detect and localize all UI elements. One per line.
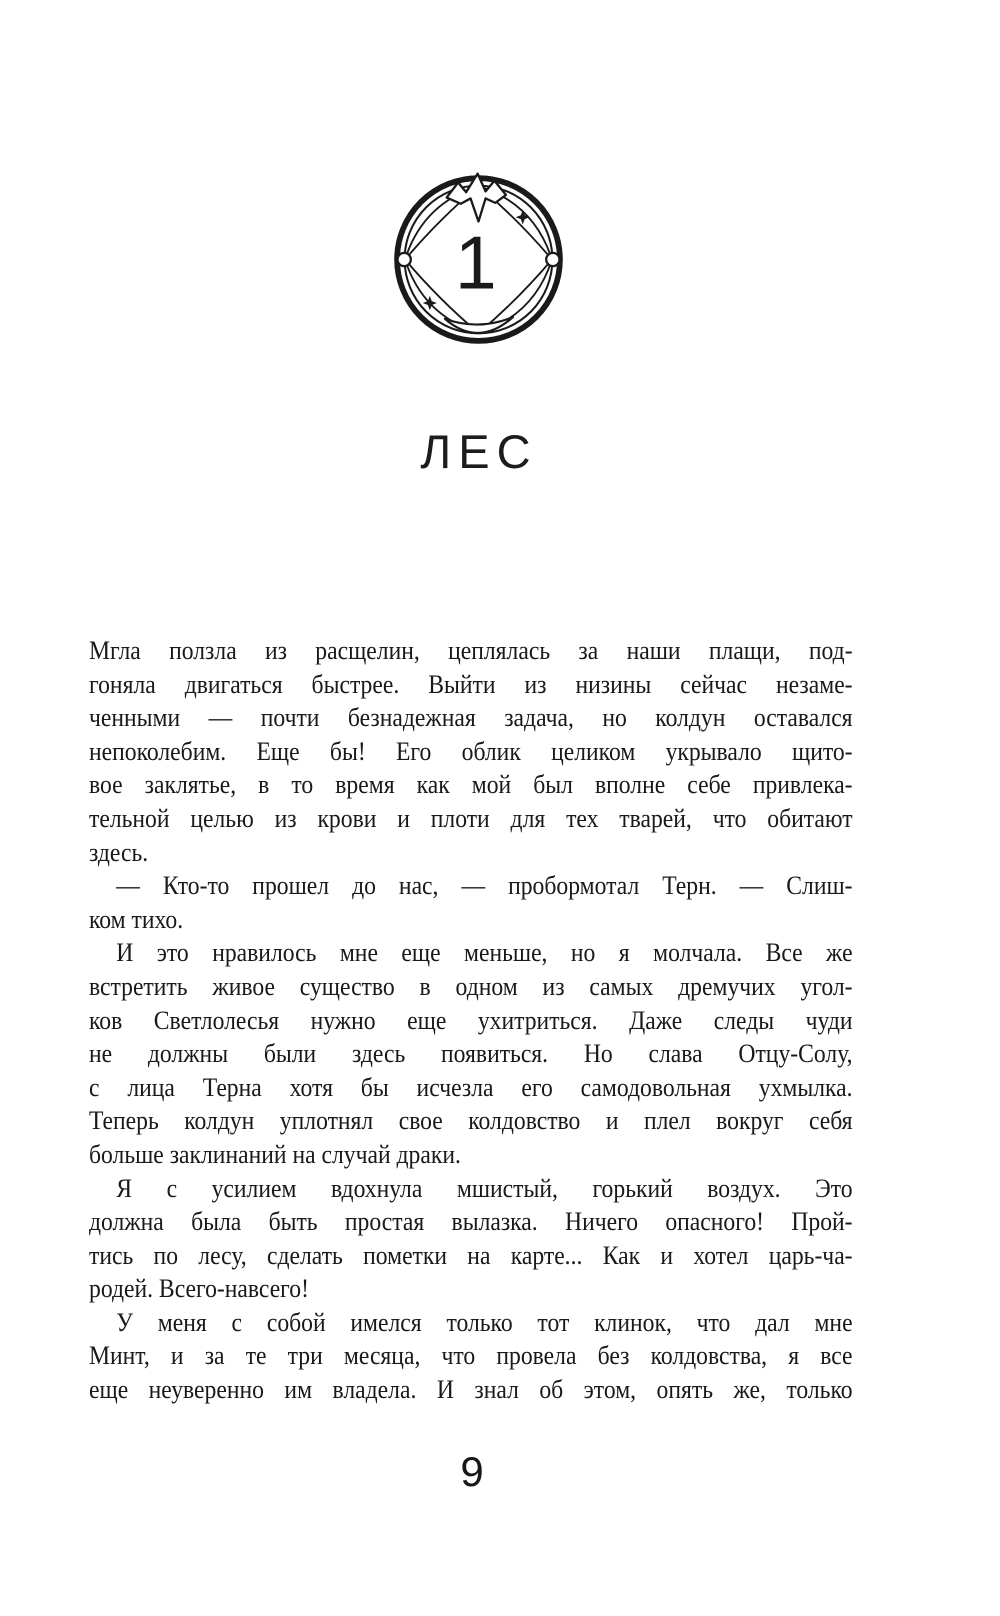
paragraph	[89, 1306, 853, 1407]
text-line: тельной целью из крови и плоти для тех тварей, что обитают	[89, 803, 853, 833]
text-line: больше заклинаний на случай драки.	[89, 1139, 461, 1169]
text-line: гоняла двигаться быстрее. Выйти из низины сейчас незаме-	[89, 669, 853, 699]
text-line: здесь.	[89, 837, 149, 867]
text-line: Минт, и за те три месяца, что провела без колдовства, я все	[89, 1341, 853, 1371]
text-line: ченными — почти безнадежная задача, но колдун оставался	[89, 703, 853, 733]
text-line: И это нравилось мне еще меньше, но я молчала. Все же	[116, 938, 853, 968]
text-line: — Кто-то прошел до нас, — пробормотал Терн. — Слиш-	[116, 871, 853, 901]
text-line: Мгла ползла из расщелин, цеплялась за наши плащи, под-	[89, 636, 853, 665]
chapter-number: 1	[454, 220, 497, 305]
text-line: должна была быть простая вылазка. Ничего опасного! Прой-	[89, 1207, 853, 1237]
text-line: тись по лесу, сделать пометки на карте... Как и хотел царь-ча-	[89, 1240, 853, 1270]
text-line: не должны были здесь появиться. Но слава Отцу-Солу,	[89, 1039, 853, 1069]
paragraph	[89, 936, 853, 1171]
node-circle-left	[398, 253, 411, 266]
text-line: ком тихо.	[89, 904, 184, 934]
text-line: еще неуверенно им владела. И знал об этом, опять же, только	[89, 1375, 853, 1405]
paragraph	[89, 869, 853, 936]
chapter-title: ЛЕС	[420, 425, 538, 478]
chapter-emblem	[390, 171, 567, 348]
text-line: Я с усилием вдохнула мшистый, горький воздух. Это	[116, 1173, 853, 1203]
node-circle-right	[546, 253, 559, 266]
page-number: 9	[460, 1448, 484, 1495]
paragraph	[89, 1172, 853, 1306]
text-line: ков Светлолесья нужно еще ухитриться. Даже следы чуди	[89, 1005, 853, 1035]
text-line: с лица Терна хотя бы исчезла его самодовольная ухмылка.	[89, 1072, 853, 1102]
text-line: вое заклятье, в то время как мой был вполне себе привлека-	[89, 770, 853, 800]
paragraph	[89, 634, 853, 869]
text-line: Теперь колдун уплотнял свое колдовство и плел вокруг себя	[89, 1106, 853, 1136]
text-line: У меня с собой имелся только тот клинок, что дал мне	[116, 1307, 853, 1337]
text-line: встретить живое существо в одном из самых дремучих угол-	[89, 971, 853, 1001]
text-line: родей. Всего-навсего!	[89, 1274, 309, 1304]
text-line: непоколебим. Еще бы! Его облик целиком укрывало щито-	[89, 736, 853, 766]
body-text	[89, 634, 853, 1407]
